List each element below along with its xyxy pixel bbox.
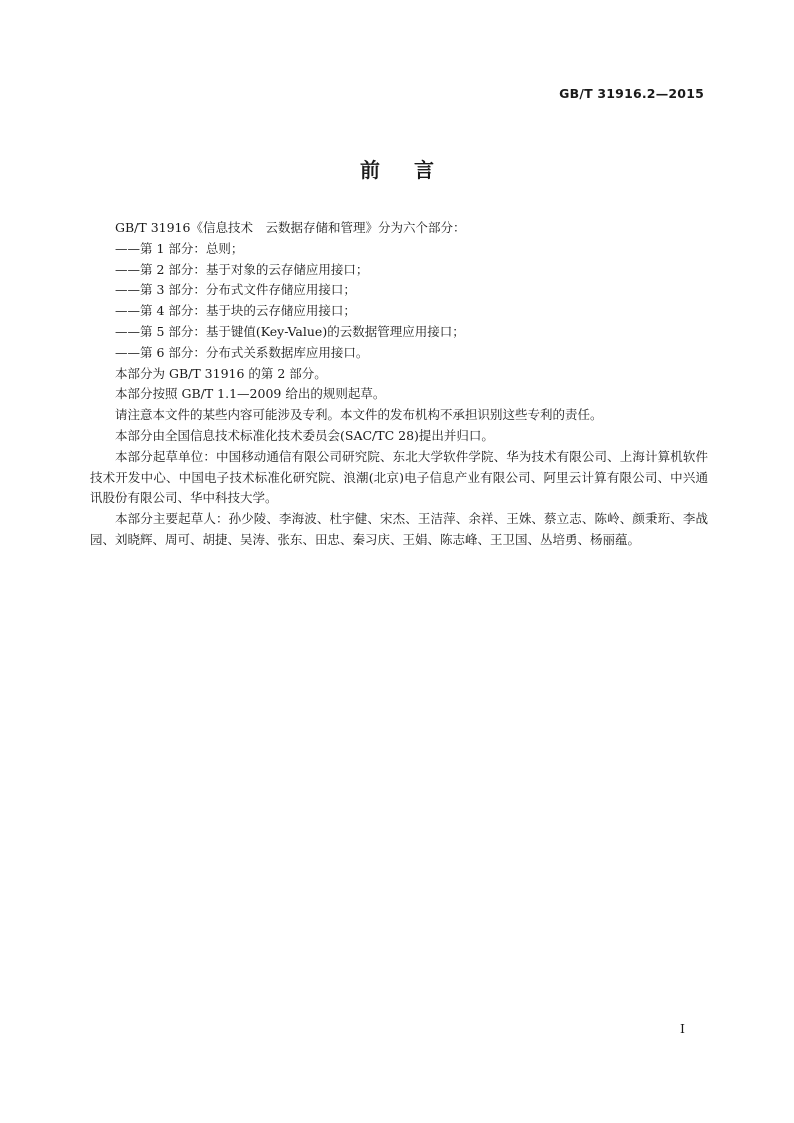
paragraph-drafters: 本部分主要起草人：孙少陵、李海波、杜宇健、宋杰、王洁萍、余祥、王姝、蔡立志、陈岭、颜秉珩、李战园、刘晓辉、周可、胡捷、吴涛、张东、田忠、秦习庆、王娟、陈志峰、王卫国、丛培勇、杨丽蕴。 (90, 511, 708, 547)
list-item-part-1: ——第 1 部分：总则； (115, 240, 244, 256)
list-item-part-6: ——第 6 部分：分布式关系数据库应用接口。 (115, 344, 369, 360)
page-number: I (680, 1021, 685, 1036)
paragraph-series-intro: GB/T 31916《信息技术 云数据存储和管理》分为六个部分： (115, 220, 466, 235)
list-item-part-5: ——第 5 部分：基于键值(Key-Value)的云数据管理应用接口； (115, 323, 465, 339)
list-item-part-2: ——第 2 部分：基于对象的云存储应用接口； (115, 261, 369, 277)
foreword-body (90, 218, 708, 551)
paragraph-part-statement: 本部分为 GB/T 31916 的第 2 部分。 (115, 365, 327, 381)
paragraph-drafting-units: 本部分起草单位：中国移动通信有限公司研究院、东北大学软件学院、华为技术有限公司、上海计算机软件技术开发中心、中国电子技术标准化研究院、浪潮(北京)电子信息产业有限公司、阿里云计算有限公司、中兴通讯股份有限公司、华中科技大学。 (90, 448, 708, 506)
list-item-part-4: ——第 4 部分：基于块的云存储应用接口； (115, 303, 356, 319)
standard-number: GB/T 31916.2—2015 (559, 86, 704, 101)
paragraph-patent-notice: 请注意本文件的某些内容可能涉及专利。本文件的发布机构不承担识别这些专利的责任。 (115, 407, 603, 423)
list-item-part-3: ——第 3 部分：分布式文件存储应用接口； (115, 282, 356, 298)
paragraph-proposer: 本部分由全国信息技术标准化技术委员会(SAC/TC 28)提出并归口。 (115, 427, 494, 443)
paragraph-drafting-rules: 本部分按照 GB/T 1.1—2009 给出的规则起草。 (115, 386, 386, 402)
page-title: 前言 (360, 158, 468, 182)
